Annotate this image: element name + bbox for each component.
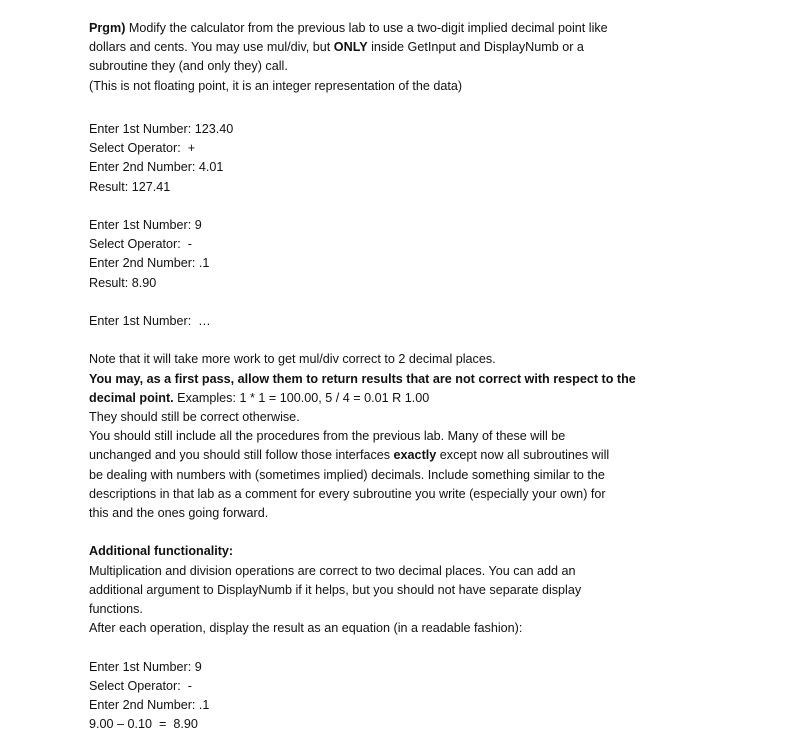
additional-line-3: functions.: [89, 602, 143, 617]
intro-line-2-text-b: inside GetInput and DisplayNumb or a: [367, 40, 584, 55]
example-3: [89, 312, 729, 331]
notes-line-3-text: Examples: 1 * 1 = 100.00, 5 / 4 = 0.01 R 1.00: [173, 390, 430, 405]
example-equation-line: 9.00 – 0.10 = 8.90: [89, 717, 198, 732]
notes-line-6: [89, 446, 729, 465]
additional-line-1: Multiplication and division operations are correct to two decimal places. You can add an: [89, 563, 576, 578]
spacer: [89, 638, 729, 657]
notes-line-7: be dealing with numbers with (sometimes implied) decimals. Include something similar to the: [89, 467, 605, 482]
spacer: [89, 523, 729, 542]
exactly-emphasis: exactly: [393, 448, 437, 463]
example-line: Select Operator: +: [89, 141, 196, 156]
example-line: Enter 1st Number: 9: [89, 659, 202, 674]
spacer: [89, 197, 729, 216]
example-line: Select Operator: -: [89, 678, 192, 693]
intro-line-2-text-a: dollars and cents. You may use mul/div, but: [89, 40, 334, 55]
intro-line-1: [89, 19, 729, 38]
example-line: Enter 2nd Number: 4.01: [89, 160, 224, 175]
example-4: [89, 658, 729, 735]
notes-line-3: [89, 389, 729, 408]
example-line: Select Operator: -: [89, 237, 192, 252]
document-page: [89, 19, 729, 734]
additional-line-2: additional argument to DisplayNumb if it helps, but you should not have separate display: [89, 582, 582, 597]
additional-heading-text: Additional functionality:: [89, 544, 234, 559]
example-line: Enter 1st Number: 9: [89, 218, 202, 232]
notes-line-5: You should still include all the procedures from the previous lab. Many of these will be: [89, 429, 566, 444]
example-2: [89, 216, 729, 293]
example-line: Result: 8.90: [89, 275, 157, 290]
notes-line-2: [89, 370, 729, 389]
notes-line-3-bold: decimal point.: [89, 390, 174, 405]
notes-section: [89, 350, 729, 523]
notes-line-6-text-a: unchanged and you should still follow those interfaces: [89, 448, 394, 463]
intro-line-1-text: Modify the calculator from the previous lab to use a two-digit implied decimal point like: [125, 21, 608, 35]
example-1: [89, 120, 729, 197]
notes-line-8: descriptions in that lab as a comment for every subroutine you write (especially your own) for: [89, 486, 606, 501]
example-line: Enter 2nd Number: .1: [89, 698, 210, 713]
additional-section: [89, 542, 729, 638]
example-line: Enter 1st Number: …: [89, 314, 211, 328]
example-line: Enter 2nd Number: .1: [89, 256, 210, 271]
additional-line-4: After each operation, display the result as an equation (in a readable fashion):: [89, 621, 523, 636]
notes-line-6-text-b: except now all subroutines will: [436, 448, 610, 463]
intro-line-2: [89, 38, 729, 57]
only-emphasis: ONLY: [333, 40, 368, 55]
spacer: [89, 331, 729, 350]
prgm-label: Prgm): [89, 21, 126, 35]
spacer: [89, 96, 729, 115]
notes-line-4: They should still be correct otherwise.: [89, 410, 300, 424]
intro-line-3: subroutine they (and only they) call.: [89, 59, 288, 74]
example-line: Result: 127.41: [89, 179, 171, 194]
intro-line-4: (This is not floating point, it is an integer representation of the data): [89, 78, 463, 93]
notes-line-1: Note that it will take more work to get mul/div correct to 2 decimal places.: [89, 352, 496, 367]
notes-line-2-bold: You may, as a first pass, allow them to return results that are not correct with respect to the: [89, 371, 636, 386]
additional-heading: [89, 542, 729, 561]
spacer: [89, 293, 729, 312]
example-line: Enter 1st Number: 123.40: [89, 122, 234, 136]
notes-line-9: this and the ones going forward.: [89, 506, 269, 521]
